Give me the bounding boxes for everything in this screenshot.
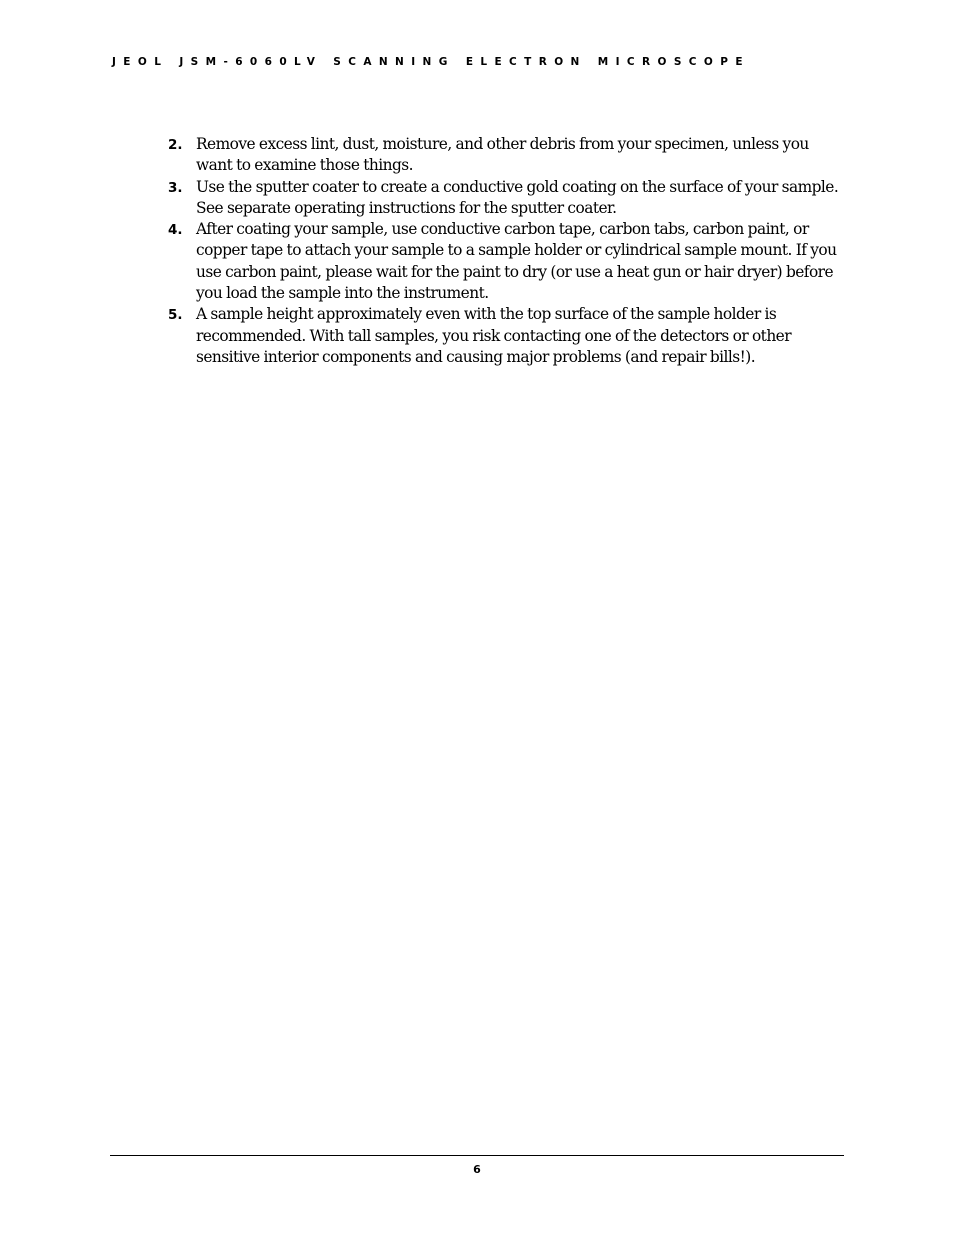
step-number: 2. bbox=[168, 137, 183, 153]
list-item bbox=[166, 304, 842, 368]
running-header: JEOL JSM-6060LV SCANNING ELECTRON MICROSCOPE bbox=[112, 56, 750, 68]
step-text: A sample height approximately even with the top surface of the sample holder is recommended. With tall samples, you risk contacting one of the detectors or other sensitive interior components and causing major problems (and repair bills!). bbox=[196, 305, 792, 366]
step-number: 4. bbox=[168, 222, 183, 239]
step-text: After coating your sample, use conductive carbon tape, carbon tabs, carbon paint, or copper tape to attach your sample to a sample holder or cylindrical sample mount. If you use carbon paint, please wait for the paint to dry (or use a heat gun or hair dryer) before you load the sample into the instrument. bbox=[196, 220, 837, 303]
instruction-list bbox=[166, 134, 842, 368]
step-number: 3. bbox=[168, 179, 183, 196]
list-item bbox=[166, 134, 842, 177]
step-number: 5. bbox=[168, 307, 183, 324]
list-item bbox=[166, 219, 842, 304]
step-text: Remove excess lint, dust, moisture, and other debris from your specimen, unless you want to examine those things. bbox=[196, 135, 809, 175]
page-number: 6 bbox=[473, 1163, 481, 1176]
footer-divider bbox=[110, 1155, 844, 1156]
step-text: Use the sputter coater to create a conductive gold coating on the surface of your sample. See separate operating instructions for the sputter coater. bbox=[196, 177, 839, 217]
list-item bbox=[166, 177, 842, 220]
